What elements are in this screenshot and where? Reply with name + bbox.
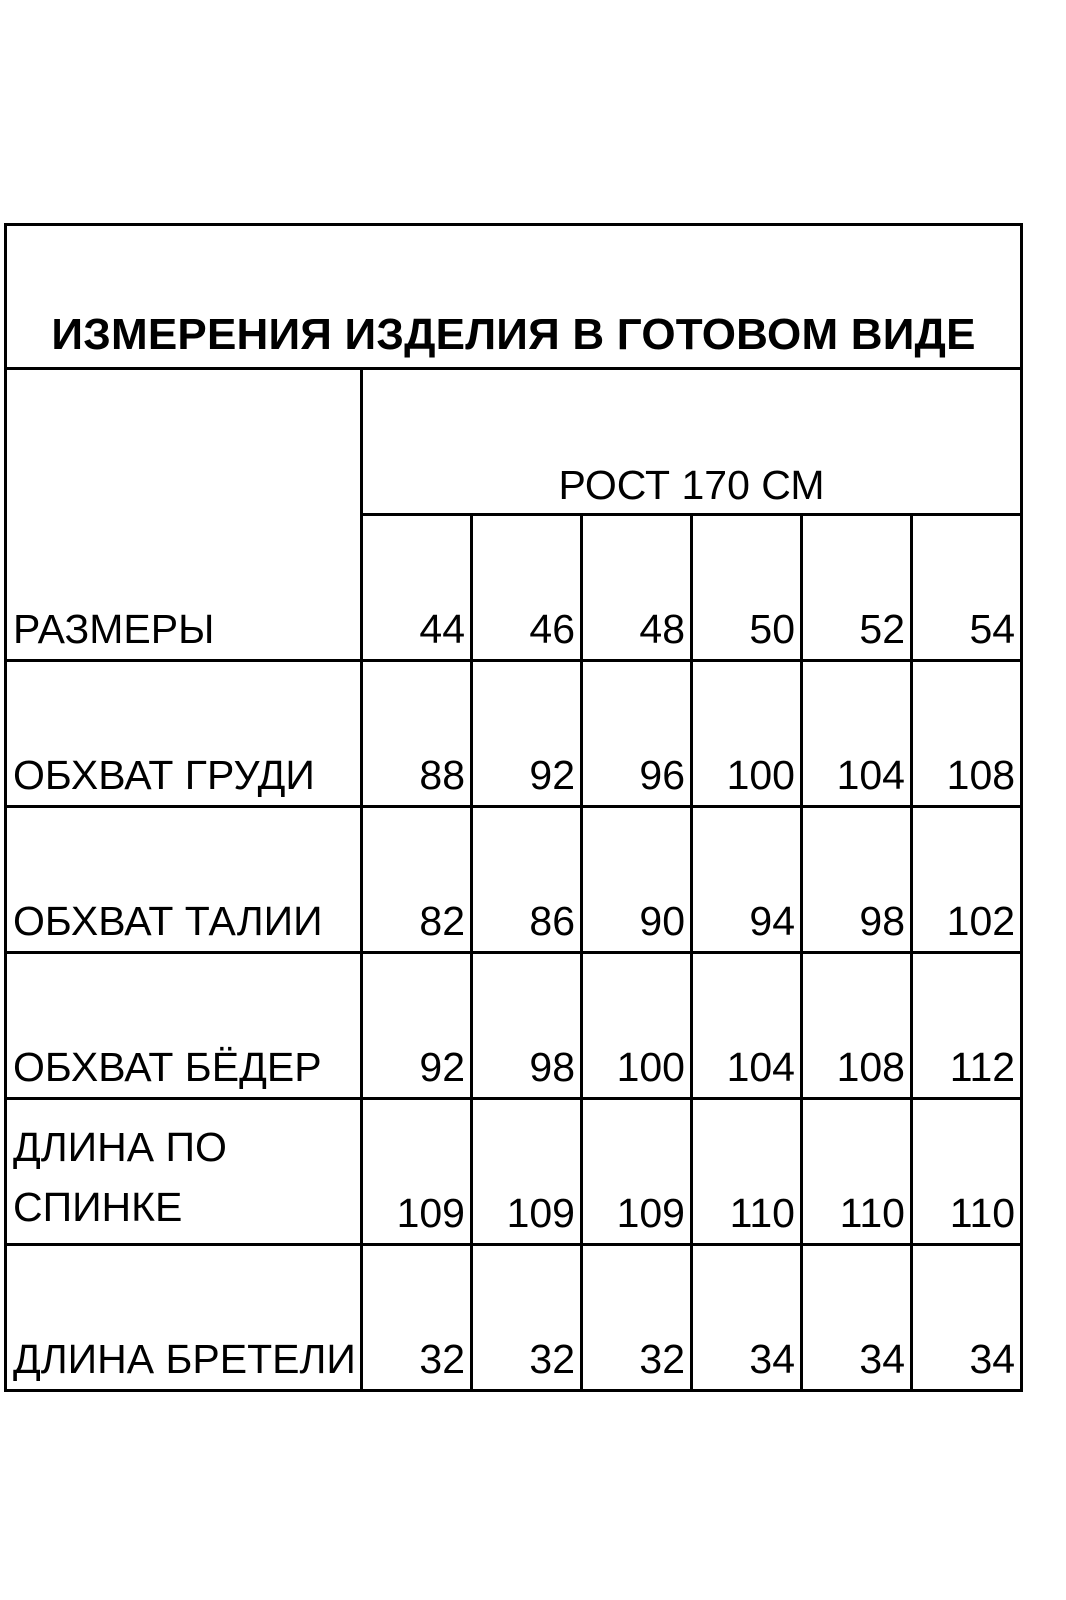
value-cell: 109 bbox=[362, 1099, 472, 1245]
table-row bbox=[6, 1245, 1022, 1391]
value-cell: 34 bbox=[692, 1245, 802, 1391]
row-label: ОБХВАТ ГРУДИ bbox=[6, 661, 362, 807]
size-chart-table bbox=[4, 223, 1023, 1392]
row-label: ДЛИНА ПО СПИНКЕ bbox=[6, 1099, 362, 1245]
sizes-label: РАЗМЕРЫ bbox=[13, 606, 215, 653]
size-cell: 46 bbox=[472, 515, 582, 661]
title-row bbox=[6, 225, 1022, 369]
value-cell: 108 bbox=[912, 661, 1022, 807]
size-cell: 48 bbox=[582, 515, 692, 661]
size-cell: 54 bbox=[912, 515, 1022, 661]
value-cell: 112 bbox=[912, 953, 1022, 1099]
value-cell: 88 bbox=[362, 661, 472, 807]
value-cell: 110 bbox=[692, 1099, 802, 1245]
table-row bbox=[6, 1099, 1022, 1245]
value-cell: 96 bbox=[582, 661, 692, 807]
value-cell: 100 bbox=[692, 661, 802, 807]
sizes-label-cell bbox=[6, 369, 362, 661]
table-row bbox=[6, 661, 1022, 807]
table-row bbox=[6, 953, 1022, 1099]
value-cell: 109 bbox=[582, 1099, 692, 1245]
row-label: ОБХВАТ ТАЛИИ bbox=[6, 807, 362, 953]
value-cell: 82 bbox=[362, 807, 472, 953]
value-cell: 102 bbox=[912, 807, 1022, 953]
size-cell: 44 bbox=[362, 515, 472, 661]
value-cell: 108 bbox=[802, 953, 912, 1099]
value-cell: 98 bbox=[802, 807, 912, 953]
height-row bbox=[6, 369, 1022, 515]
value-cell: 90 bbox=[582, 807, 692, 953]
value-cell: 100 bbox=[582, 953, 692, 1099]
value-cell: 32 bbox=[472, 1245, 582, 1391]
value-cell: 110 bbox=[912, 1099, 1022, 1245]
value-cell: 104 bbox=[802, 661, 912, 807]
size-cell: 50 bbox=[692, 515, 802, 661]
value-cell: 104 bbox=[692, 953, 802, 1099]
value-cell: 34 bbox=[912, 1245, 1022, 1391]
value-cell: 92 bbox=[472, 661, 582, 807]
value-cell: 86 bbox=[472, 807, 582, 953]
table-row bbox=[6, 807, 1022, 953]
row-label: ОБХВАТ БЁДЕР bbox=[6, 953, 362, 1099]
value-cell: 34 bbox=[802, 1245, 912, 1391]
value-cell: 32 bbox=[582, 1245, 692, 1391]
value-cell: 98 bbox=[472, 953, 582, 1099]
height-header: РОСТ 170 СМ bbox=[362, 369, 1022, 515]
value-cell: 92 bbox=[362, 953, 472, 1099]
value-cell: 110 bbox=[802, 1099, 912, 1245]
size-cell: 52 bbox=[802, 515, 912, 661]
value-cell: 94 bbox=[692, 807, 802, 953]
row-label: ДЛИНА БРЕТЕЛИ bbox=[6, 1245, 362, 1391]
value-cell: 109 bbox=[472, 1099, 582, 1245]
table-title: ИЗМЕРЕНИЯ ИЗДЕЛИЯ В ГОТОВОМ ВИДЕ bbox=[6, 225, 1022, 369]
value-cell: 32 bbox=[362, 1245, 472, 1391]
